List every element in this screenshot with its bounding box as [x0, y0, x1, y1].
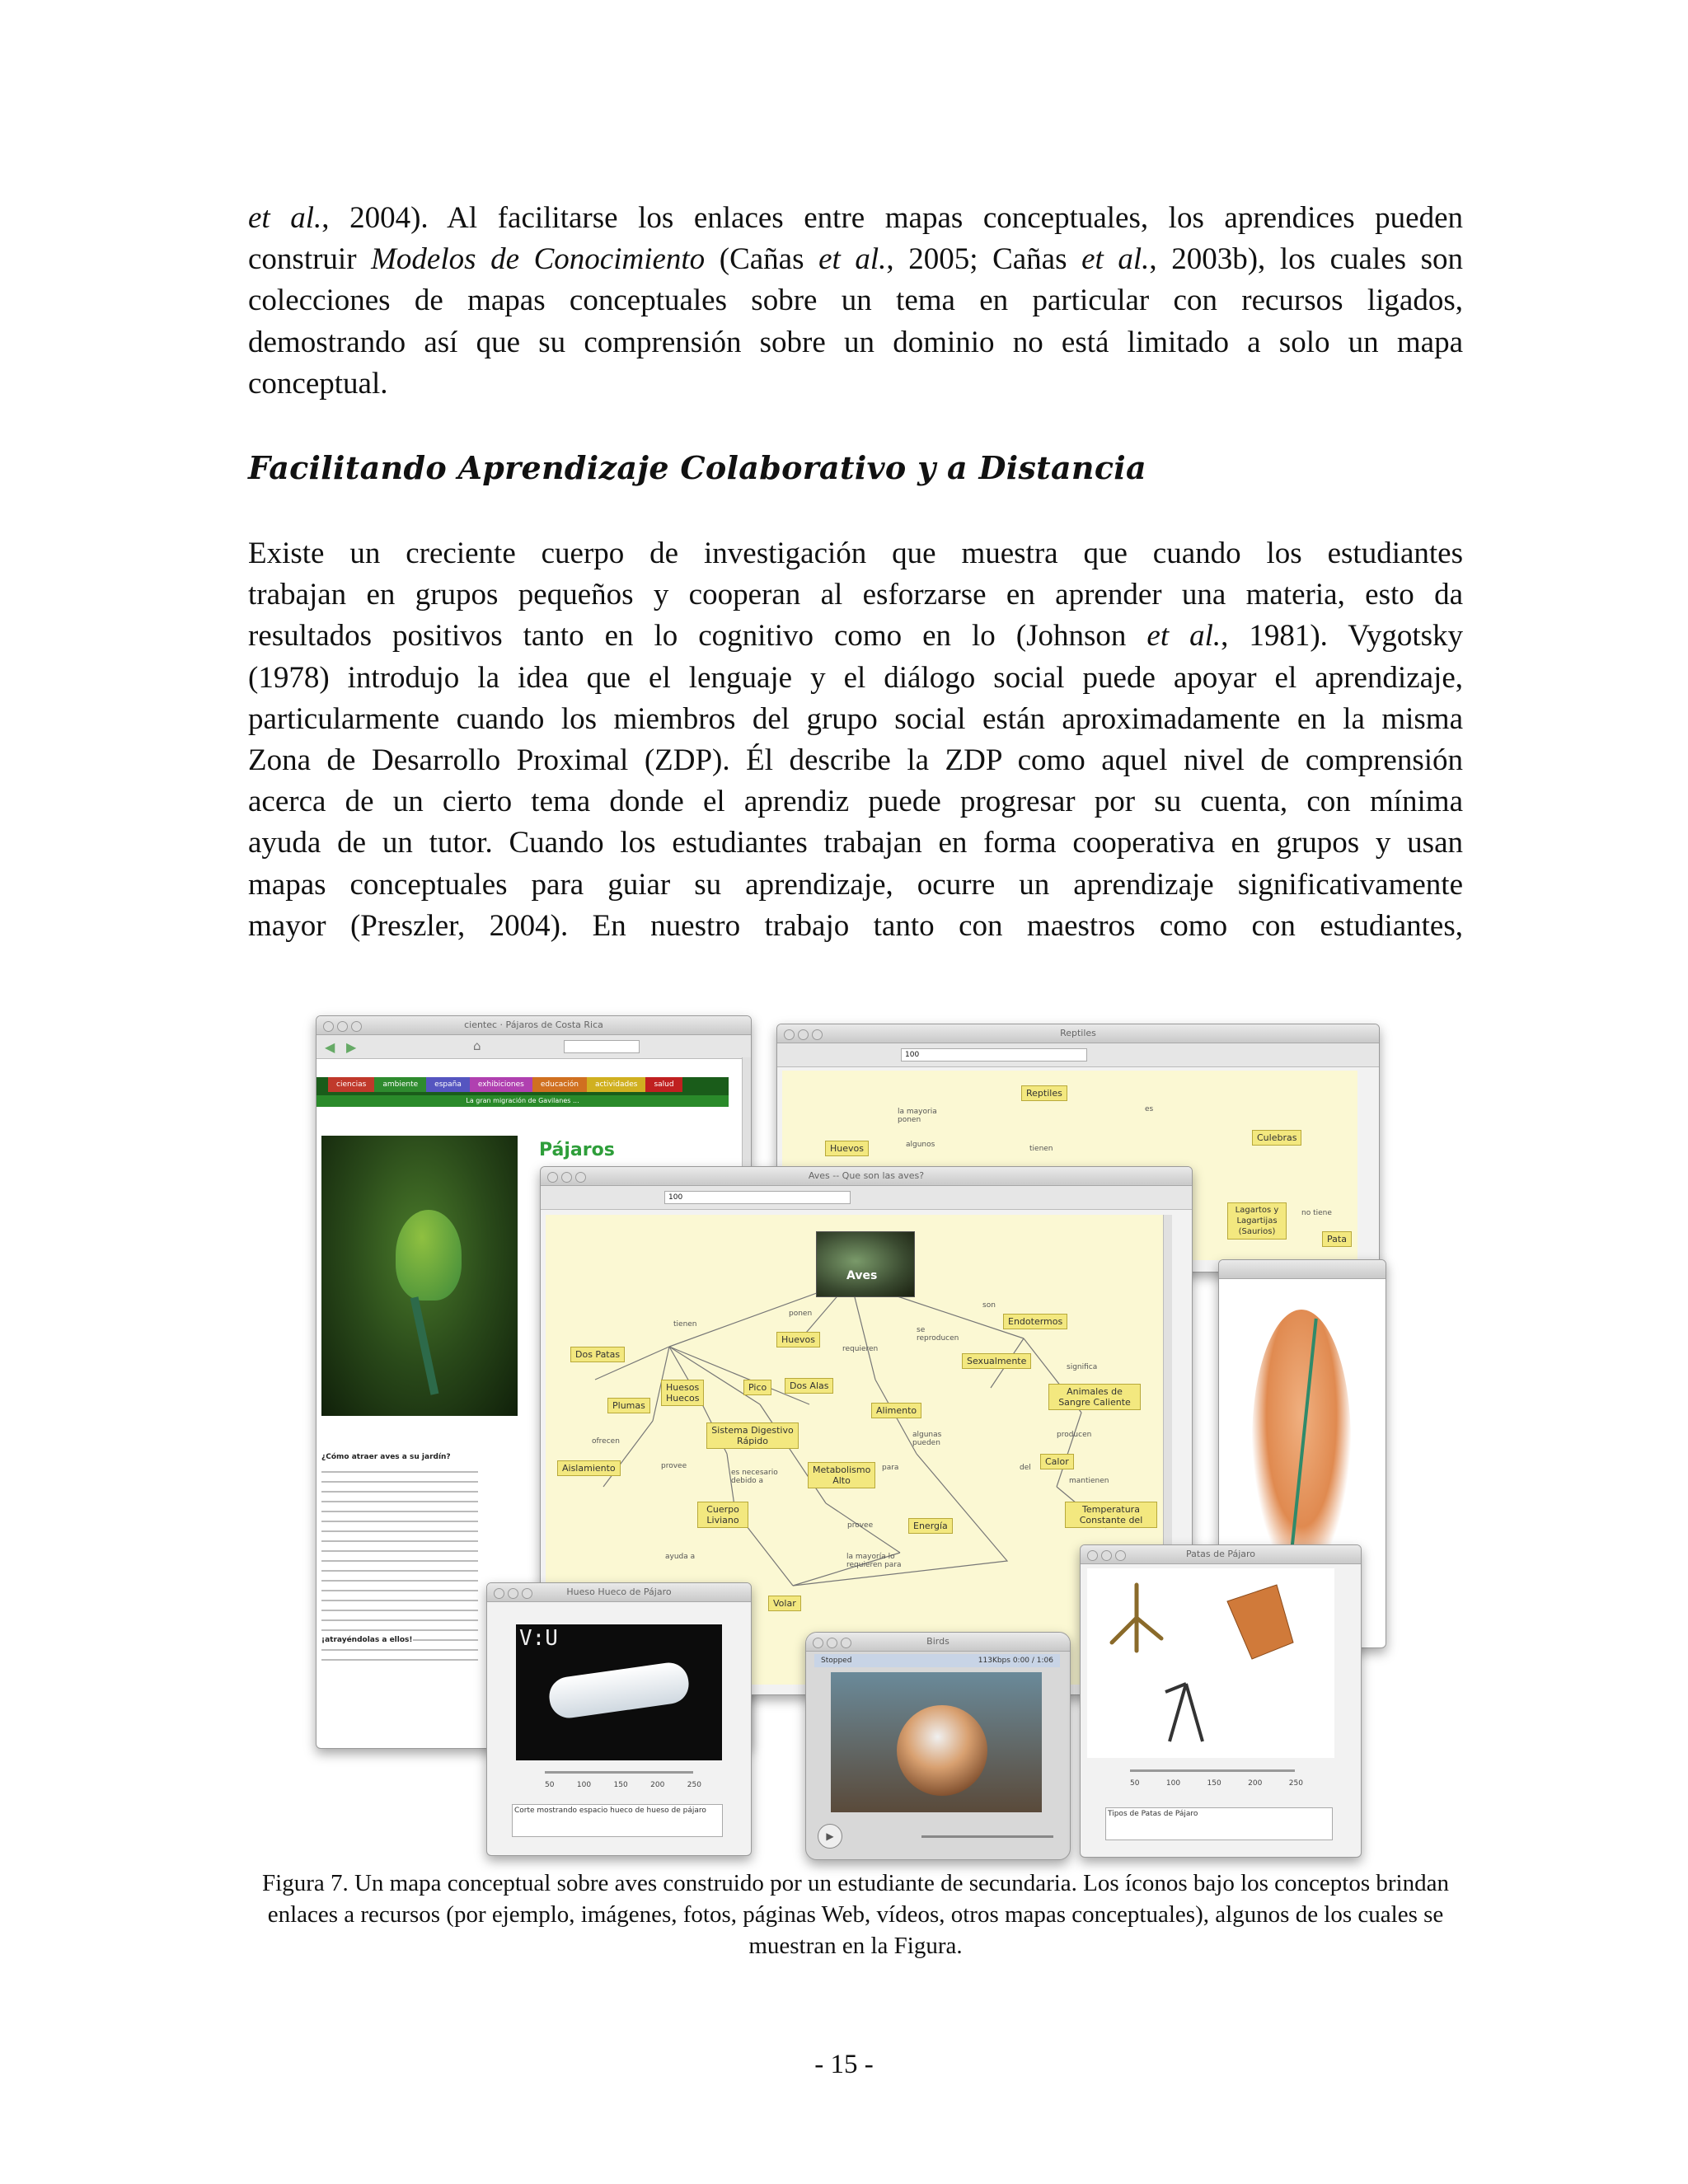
video-player-window [805, 1632, 1071, 1860]
concept-node[interactable]: Aislamiento [557, 1460, 621, 1476]
nav-item[interactable]: salud [645, 1077, 682, 1092]
article-question-2: ¡atrayéndolas a ellos! [321, 1636, 413, 1644]
tick: 100 [1165, 1779, 1181, 1788]
browser-toolbar [316, 1035, 751, 1059]
link-label: ponen [789, 1310, 813, 1318]
concept-node[interactable]: Huevos [825, 1141, 869, 1156]
site-nav [316, 1077, 729, 1095]
tick: 250 [1288, 1779, 1303, 1788]
tick: 100 [576, 1781, 592, 1789]
cmap-toolbar [541, 1186, 1192, 1210]
concept-node[interactable]: Reptiles [1021, 1085, 1067, 1101]
bird-feet-window [1080, 1544, 1362, 1858]
aves-photo [816, 1231, 915, 1297]
window-titlebar: Patas de Pájaro [1081, 1545, 1361, 1564]
home-icon[interactable]: ⌂ [473, 1038, 481, 1053]
url-field[interactable] [564, 1040, 640, 1053]
bird-photo [321, 1136, 518, 1416]
line: (1978) introdujo la idea que el lenguaje y el diálogo social puede apoyar el aprendizaje, [248, 660, 1463, 695]
back-arrow-icon[interactable]: ◀ [325, 1039, 335, 1055]
image-overlay-text: V:U [519, 1626, 558, 1651]
bone-image [516, 1624, 722, 1760]
bitrate-time: 113Kbps 0:00 / 1:06 [978, 1657, 1053, 1665]
forward-arrow-icon[interactable]: ▶ [346, 1039, 357, 1055]
concept-node[interactable]: Calor [1040, 1454, 1074, 1469]
resource-caption-field[interactable]: Tipos de Patas de Pájaro [1105, 1807, 1333, 1840]
link-label: requieren [842, 1345, 879, 1353]
concept-node[interactable]: Volar [768, 1596, 801, 1611]
concept-node[interactable]: Culebras [1252, 1130, 1301, 1146]
window-titlebar: Hueso Hueco de Pájaro [487, 1583, 751, 1602]
concept-node[interactable]: Temperatura Constante del [1065, 1502, 1157, 1528]
cmap-toolbar [777, 1043, 1379, 1067]
concept-node[interactable]: Cuerpo Liviano [697, 1502, 748, 1528]
link-label: es [1145, 1105, 1154, 1113]
line: particularmente cuando los miembros del grupo social están aproximadamente en la misma [248, 701, 1463, 736]
concept-node[interactable]: Lagartos y Lagartijas (Saurios) [1227, 1202, 1287, 1240]
bird-feet-image [1087, 1568, 1334, 1758]
tick: 50 [545, 1781, 555, 1789]
player-status-bar [814, 1654, 1060, 1667]
concept-node[interactable]: Sexualmente [962, 1353, 1031, 1369]
line: Zona de Desarrollo Proximal (ZDP). Él describe la ZDP como aquel nivel de comprensión [248, 743, 1463, 778]
video-frame [831, 1672, 1042, 1812]
concept-node[interactable]: Animales de Sangre Caliente [1048, 1384, 1141, 1410]
concept-node[interactable]: Sistema Digestivo Rápido [706, 1422, 799, 1449]
window-titlebar: Reptiles [777, 1024, 1379, 1043]
volume-slider[interactable] [921, 1835, 1053, 1838]
tick: 50 [1130, 1779, 1140, 1788]
concept-node[interactable]: Dos Patas [570, 1347, 625, 1362]
concept-node[interactable]: Dos Alas [785, 1378, 833, 1394]
feet-illustration [1087, 1568, 1334, 1758]
link-label: se reproducen [917, 1326, 959, 1343]
nav-item[interactable]: ciencias [328, 1077, 374, 1092]
link-label: es necesario debido a [731, 1469, 778, 1485]
line: colecciones de mapas conceptuales sobre un tema en particular con recursos ligados, [248, 284, 1463, 318]
zoom-slider[interactable] [545, 1771, 693, 1774]
nav-item[interactable]: exhibiciones [470, 1077, 532, 1092]
tick: 200 [650, 1781, 665, 1789]
play-button[interactable]: ▶ [818, 1824, 842, 1849]
page-number: - 15 - [814, 2050, 874, 2079]
link-label: para [882, 1464, 899, 1472]
link-label: son [982, 1301, 996, 1310]
bird-tail-shape [410, 1296, 439, 1394]
link-label: provee [661, 1462, 687, 1470]
line: acerca de un cierto tema donde el aprendiz puede progresar por su cuenta, con mínima [248, 785, 1463, 819]
concept-node[interactable]: Plumas [607, 1398, 650, 1413]
article-question: ¿Cómo atraer aves a su jardín? [321, 1453, 451, 1461]
figure-concept-map-screenshot [313, 1005, 1385, 1863]
window-titlebar: Birds [806, 1633, 1070, 1652]
line: mayor (Preszler, 2004). En nuestro trabajo tanto con maestros como con estudiantes, [248, 908, 1463, 943]
line: ayuda de un tutor. Cuando los estudiantes trabajan en forma cooperativa en grupos y usan [248, 826, 1463, 860]
concept-node[interactable]: Pico [743, 1380, 771, 1395]
zoom-field[interactable]: 100 [901, 1048, 1087, 1062]
link-label: la mayoria ponen [898, 1108, 937, 1124]
paragraph-collaborative [248, 533, 1463, 947]
concept-node[interactable]: Metabolismo Alto [808, 1462, 875, 1488]
concept-node[interactable]: Huevos [776, 1332, 820, 1347]
link-label: del [1020, 1464, 1031, 1472]
line: construir Modelos de Conocimiento (Cañas et al., 2005; Cañas et al., 2003b), los cuales son [248, 242, 1464, 277]
section-heading: Facilitando Aprendizaje Colaborativo y a Distancia [248, 449, 1146, 486]
slider-ticks [545, 1781, 701, 1789]
tick: 250 [687, 1781, 701, 1789]
page-heading-pajaros: Pájaros [539, 1140, 615, 1160]
concept-node[interactable]: Aves [846, 1269, 878, 1282]
window-titlebar: Aves -- Que son las aves? [541, 1167, 1192, 1186]
bird-in-video-shape [897, 1705, 987, 1796]
bone-shape [546, 1660, 691, 1720]
play-status: Stopped [821, 1657, 852, 1665]
link-label: ayuda a [665, 1553, 696, 1561]
line: et al., 2004). Al facilitarse los enlaces entre mapas conceptuales, los aprendices pueden [248, 201, 1463, 235]
motmot-bird-shape [396, 1210, 462, 1301]
zoom-slider[interactable] [1130, 1769, 1295, 1772]
article-text-block [321, 1466, 478, 1664]
nav-item[interactable]: ambiente [374, 1077, 426, 1092]
line: mapas conceptuales para guiar su aprendizaje, ocurre un aprendizaje significativamente [248, 867, 1463, 902]
line: resultados positivos tanto en lo cognitivo como en lo (Johnson et al., 1981). Vygotsky [248, 619, 1464, 654]
concept-node[interactable]: Pata [1322, 1231, 1352, 1247]
zoom-field[interactable]: 100 [664, 1191, 851, 1204]
link-label: producen [1057, 1431, 1092, 1439]
link-label: provee [847, 1521, 874, 1530]
line: conceptual. [248, 366, 388, 401]
line: demostrando así que su comprensión sobre un dominio no está limitado a solo un mapa [248, 325, 1463, 359]
window-titlebar: cientec · Pájaros de Costa Rica [316, 1016, 751, 1035]
concept-node[interactable]: Huesos Huecos [661, 1380, 704, 1406]
link-label: algunas pueden [912, 1431, 942, 1447]
nav-item[interactable]: actividades [587, 1077, 646, 1092]
nav-item[interactable]: educación [532, 1077, 587, 1092]
resource-caption-field[interactable]: Corte mostrando espacio hueco de hueso de pájaro [512, 1804, 723, 1837]
link-label: no tiene [1301, 1209, 1332, 1217]
tick: 150 [613, 1781, 628, 1789]
figure-caption: Figura 7. Un mapa conceptual sobre aves construido por un estudiante de secundaria. Los íconos bajo los conceptos brindan enlaces a recursos (por ejemplo, imágenes, fotos, páginas Web, vídeos, otros mapas conceptuales), algunos de los cuales se muestran en la Figura. [262, 1870, 1449, 1959]
concept-node[interactable]: Energía [908, 1518, 953, 1534]
concept-node[interactable]: Endotermos [1003, 1314, 1067, 1329]
tick: 150 [1207, 1779, 1221, 1788]
line: Existe un creciente cuerpo de investigación que muestra que cuando los estudiantes [248, 537, 1463, 570]
bone-image-window [486, 1582, 752, 1856]
nav-item[interactable]: españa [426, 1077, 470, 1092]
link-label: significa [1067, 1363, 1098, 1371]
paragraph-intro [248, 198, 1463, 405]
link-label: tienen [1029, 1145, 1053, 1153]
link-label: la mayoría lo requieren para [846, 1553, 902, 1569]
line: trabajan en grupos pequeños y cooperan al esforzarse en aprender una materia, esto da [248, 578, 1463, 612]
link-label: tienen [673, 1320, 697, 1329]
slider-ticks [1130, 1779, 1303, 1788]
tick: 200 [1248, 1779, 1263, 1788]
link-label: ofrecen [592, 1437, 620, 1446]
window-titlebar [1219, 1260, 1386, 1279]
site-banner: La gran migración de Gavilanes ... [316, 1095, 729, 1107]
link-label: algunos [906, 1141, 935, 1149]
concept-node[interactable]: Alimento [871, 1403, 921, 1418]
link-label: mantienen [1069, 1477, 1109, 1485]
